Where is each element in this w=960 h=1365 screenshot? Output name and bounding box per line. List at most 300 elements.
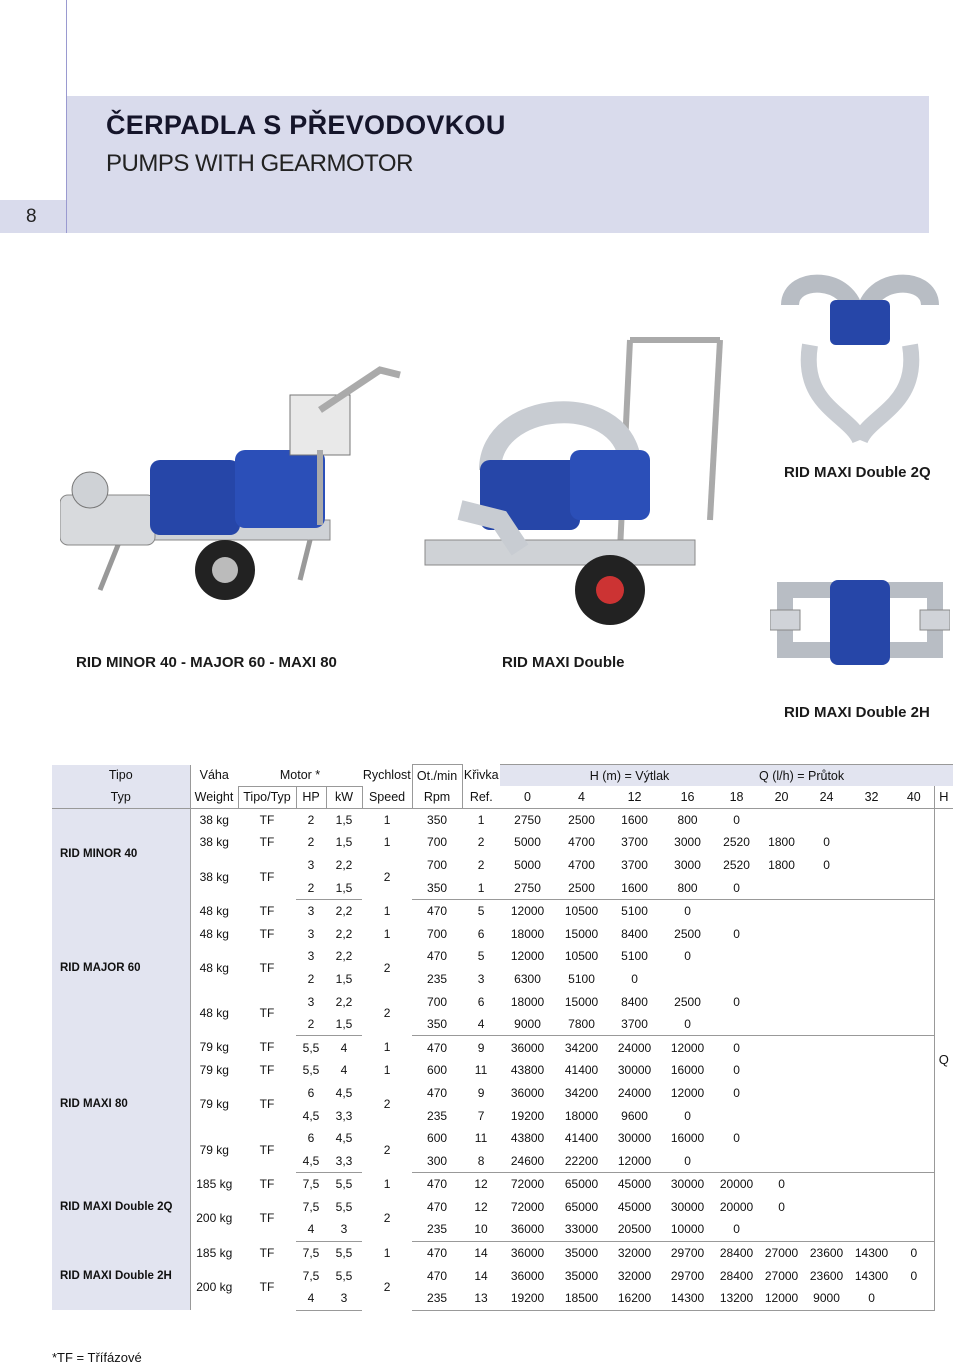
flow-cell: 41400 [564, 1063, 599, 1078]
curve-ref-cell: 11 [474, 1063, 488, 1078]
kw-cell: 2,2 [335, 949, 353, 964]
rpm-cell: 700 [427, 926, 448, 941]
flow-cell: 2500 [568, 812, 595, 827]
flow-cell: 5000 [514, 835, 541, 850]
flow-cell: 22200 [555, 1149, 608, 1172]
flow-cell [804, 899, 849, 922]
flow-cell: 28400 [719, 1246, 754, 1261]
flow-cell [759, 1036, 804, 1059]
flow-cell: 29700 [670, 1268, 705, 1283]
flow-cell: 24600 [500, 1149, 555, 1172]
flow-cell: 1800 [768, 835, 795, 850]
caption-minor-major-maxi: RID MINOR 40 - MAJOR 60 - MAXI 80 [76, 654, 337, 671]
hp-cell: 4 [296, 1218, 326, 1241]
flow-cell: 8400 [621, 926, 648, 941]
flow-cell [804, 1218, 849, 1241]
curve-ref-cell: 5 [477, 904, 485, 919]
flow-cell: 41400 [564, 1131, 599, 1146]
flow-cell: 5100 [621, 949, 648, 964]
kw-cell: 2,2 [335, 857, 353, 872]
curve-ref-cell: 1 [462, 876, 500, 899]
flow-cell: 0 [661, 1013, 714, 1036]
flow-cell: 0 [733, 812, 740, 827]
flow-cell [894, 1173, 934, 1196]
kw-cell: 2,2 [335, 904, 353, 919]
flow-cell: 1800 [768, 857, 795, 872]
flow-cell [759, 1149, 804, 1172]
flow-cell: 0 [823, 857, 830, 872]
flow-cell: 72000 [510, 1199, 545, 1214]
flow-cell: 12000 [670, 1085, 705, 1100]
flow-cell: 19200 [500, 1287, 555, 1310]
hdr-h-32: 32 [849, 786, 894, 808]
flow-cell: 16200 [608, 1287, 661, 1310]
motor-type-cell: TF [259, 835, 275, 850]
flow-cell [714, 968, 759, 991]
hdr-hp: HP [296, 786, 326, 808]
flow-cell [849, 1036, 894, 1059]
flow-cell: 10000 [661, 1218, 714, 1241]
flow-cell: 0 [778, 1177, 785, 1192]
weight-cell: 79 kg [190, 1036, 238, 1059]
kw-cell: 5,5 [335, 1246, 353, 1261]
kw-cell: 5,5 [335, 1268, 353, 1283]
flow-cell [759, 1218, 804, 1241]
flow-cell [804, 1104, 849, 1127]
hp-cell: 6 [307, 1131, 315, 1146]
curve-ref-cell: 14 [474, 1246, 488, 1261]
curve-ref-cell: 7 [477, 1108, 485, 1123]
flow-cell: 23600 [809, 1246, 844, 1261]
caption-maxi-double-2h: RID MAXI Double 2H [784, 704, 930, 721]
flow-cell [849, 922, 894, 945]
flow-cell [894, 968, 934, 991]
flow-cell: 5100 [568, 971, 595, 986]
flow-cell [894, 1218, 934, 1241]
flow-cell: 2750 [500, 876, 555, 899]
flow-cell [759, 808, 804, 831]
flow-cell: 32000 [617, 1268, 652, 1283]
kw-cell: 1,5 [326, 876, 362, 899]
weight-cell: 200 kg [190, 1264, 238, 1310]
hdr-q-prutok: Q (l/h) = Průtok [759, 765, 953, 787]
page-number-bar [0, 200, 929, 233]
curve-ref-cell: 6 [477, 994, 485, 1009]
speed-cell: 1 [383, 835, 391, 850]
flow-cell [714, 1013, 759, 1036]
flow-cell: 16000 [670, 1131, 705, 1146]
weight-cell: 48 kg [190, 945, 238, 990]
flow-cell [894, 1082, 934, 1105]
flow-cell: 14300 [854, 1246, 889, 1261]
kw-cell: 4 [340, 1063, 348, 1078]
page-title: ČERPADLA S PŘEVODOVKOU [106, 110, 506, 140]
hp-cell: 5,5 [302, 1040, 320, 1055]
flow-cell: 12000 [510, 949, 545, 964]
flow-cell: 0 [910, 1268, 918, 1283]
flow-cell [894, 1196, 934, 1219]
flow-cell: 14300 [854, 1268, 889, 1283]
weight-cell: 48 kg [190, 990, 238, 1036]
flow-cell [714, 945, 759, 968]
flow-cell [894, 876, 934, 899]
flow-cell [849, 854, 894, 877]
hp-cell: 7,5 [302, 1268, 320, 1283]
curve-ref-cell: 2 [477, 835, 485, 850]
kw-cell: 3,3 [335, 1108, 353, 1123]
flow-cell [894, 831, 934, 854]
rpm-cell: 235 [412, 1287, 462, 1310]
motor-type-cell: TF [259, 926, 275, 941]
curve-ref-cell: 4 [462, 1013, 500, 1036]
flow-cell: 30000 [617, 1063, 652, 1078]
speed-cell: 1 [383, 1177, 391, 1192]
caption-maxi-double-2q: RID MAXI Double 2Q [784, 464, 931, 481]
curve-ref-cell: 6 [477, 926, 485, 941]
flow-cell [894, 899, 934, 922]
hdr-krivka: Křivka [463, 768, 499, 783]
flow-cell: 14300 [661, 1287, 714, 1310]
hp-cell: 3 [307, 857, 315, 872]
weight-cell: 185 kg [190, 1173, 238, 1196]
hdr-h-18: 18 [714, 786, 759, 808]
hp-cell: 2 [307, 812, 315, 827]
flow-cell: 2500 [674, 994, 701, 1009]
flow-cell: 0 [849, 1287, 894, 1310]
flow-cell: 7800 [555, 1013, 608, 1036]
rpm-cell: 600 [427, 1063, 448, 1078]
hdr-motor: Motor * [279, 768, 321, 782]
flow-cell: 15000 [564, 926, 599, 941]
flow-cell: 5000 [514, 857, 541, 872]
flow-cell: 18000 [510, 994, 545, 1009]
pump-double-2q-photo [770, 265, 950, 450]
flow-cell [661, 968, 714, 991]
rpm-cell: 300 [412, 1149, 462, 1172]
flow-cell [804, 1173, 849, 1196]
flow-cell: 0 [733, 1063, 740, 1078]
flow-cell [894, 1059, 934, 1082]
flow-cell: 36000 [510, 1085, 545, 1100]
rpm-cell: 470 [427, 949, 448, 964]
flow-cell [714, 899, 759, 922]
speed-cell: 2 [383, 1006, 391, 1021]
hdr-ot-min: Ot./min [412, 765, 462, 787]
rpm-cell: 470 [427, 1040, 448, 1055]
group-name: RID MAJOR 60 [52, 899, 190, 1036]
flow-cell [849, 876, 894, 899]
kw-cell: 2,2 [335, 994, 353, 1009]
group-name: RID MINOR 40 [52, 808, 190, 899]
curve-ref-cell: 12 [474, 1177, 488, 1192]
weight-cell: 79 kg [190, 1082, 238, 1127]
flow-cell: 0 [733, 1131, 740, 1146]
flow-cell [804, 990, 849, 1013]
flow-cell: 24000 [617, 1040, 652, 1055]
speed-cell: 1 [383, 926, 391, 941]
weight-cell: 38 kg [190, 831, 238, 854]
flow-cell [849, 1013, 894, 1036]
curve-ref-cell: 12 [474, 1199, 488, 1214]
pump-maxi-double-photo [420, 320, 740, 640]
hp-cell: 2 [307, 835, 315, 850]
motor-type-cell: TF [259, 812, 275, 827]
hp-cell: 7,5 [302, 1246, 320, 1261]
flow-cell [849, 1149, 894, 1172]
rpm-cell: 470 [427, 904, 448, 919]
flow-cell [894, 1013, 934, 1036]
hp-cell: 5,5 [302, 1063, 320, 1078]
motor-type-cell: TF [259, 1211, 275, 1226]
flow-cell: 45000 [617, 1199, 652, 1214]
flow-cell [804, 945, 849, 968]
flow-cell: 800 [677, 812, 698, 827]
flow-cell [849, 831, 894, 854]
weight-cell: 200 kg [190, 1196, 238, 1242]
flow-cell: 6300 [514, 971, 541, 986]
hp-cell: 4,5 [296, 1149, 326, 1172]
flow-cell: 28400 [719, 1268, 754, 1283]
weight-cell: 38 kg [190, 808, 238, 831]
flow-cell: 18500 [555, 1287, 608, 1310]
kw-cell: 1,5 [335, 971, 353, 986]
flow-cell: 23600 [809, 1268, 844, 1283]
rpm-cell: 700 [427, 835, 448, 850]
flow-cell: 20000 [719, 1177, 754, 1192]
hdr-rpm: Rpm [412, 786, 462, 808]
flow-cell: 29700 [670, 1246, 705, 1261]
weight-cell: 48 kg [190, 899, 238, 922]
flow-cell: 18000 [510, 926, 545, 941]
flow-cell [804, 876, 849, 899]
flow-cell: 20500 [608, 1218, 661, 1241]
page-bar-divider [66, 200, 67, 233]
flow-cell: 18000 [564, 1108, 599, 1123]
flow-cell: 0 [684, 949, 691, 964]
flow-cell: 10500 [564, 904, 599, 919]
speed-cell: 2 [383, 1280, 391, 1295]
table-row [52, 1241, 953, 1264]
hdr-h-12: 12 [608, 786, 661, 808]
flow-cell [759, 922, 804, 945]
flow-cell: 27000 [764, 1268, 799, 1283]
flow-cell: 12000 [510, 904, 545, 919]
rpm-cell: 235 [427, 971, 448, 986]
motor-type-cell: TF [259, 869, 275, 884]
flow-cell: 13200 [714, 1287, 759, 1310]
hdr-vaha: Váha [190, 765, 238, 787]
flow-cell: 10500 [564, 949, 599, 964]
flow-cell [714, 1104, 759, 1127]
curve-ref-cell: 3 [477, 971, 485, 986]
flow-cell [804, 1036, 849, 1059]
rpm-cell: 600 [427, 1131, 448, 1146]
flow-cell: 0 [733, 1040, 740, 1055]
kw-cell: 4,5 [335, 1085, 353, 1100]
hdr-h-16: 16 [661, 786, 714, 808]
weight-cell: 38 kg [190, 854, 238, 900]
flow-cell [849, 1127, 894, 1150]
flow-cell: 2500 [674, 926, 701, 941]
weight-cell: 48 kg [190, 922, 238, 945]
flow-cell [894, 854, 934, 877]
rpm-cell: 700 [427, 994, 448, 1009]
flow-cell [849, 1104, 894, 1127]
flow-cell: 2750 [514, 812, 541, 827]
hp-cell: 3 [307, 904, 315, 919]
flow-cell [849, 968, 894, 991]
curve-ref-cell: 9 [477, 1040, 485, 1055]
flow-cell [759, 876, 804, 899]
motor-type-cell: TF [259, 1245, 275, 1260]
speed-cell: 1 [383, 812, 391, 827]
flow-cell [849, 1059, 894, 1082]
flow-cell: 3000 [674, 835, 701, 850]
flow-cell [849, 1218, 894, 1241]
weight-cell: 79 kg [190, 1059, 238, 1082]
hp-cell: 4 [296, 1287, 326, 1310]
flow-cell [894, 945, 934, 968]
flow-cell: 35000 [564, 1246, 599, 1261]
flow-cell: 800 [661, 876, 714, 899]
page-subtitle: PUMPS WITH GEARMOTOR [106, 150, 413, 177]
flow-cell [759, 1013, 804, 1036]
hdr-rychlost: Rychlost [362, 768, 411, 783]
flow-cell: 33000 [555, 1218, 608, 1241]
curve-ref-cell: 10 [462, 1218, 500, 1241]
hp-cell: 2 [307, 971, 315, 986]
hdr-typ: Typ [52, 786, 190, 808]
flow-cell [804, 1082, 849, 1105]
rpm-cell: 350 [412, 876, 462, 899]
hp-cell: 7,5 [302, 1199, 320, 1214]
flow-cell: 19200 [510, 1108, 545, 1123]
hdr-h-20: 20 [759, 786, 804, 808]
spec-table [52, 764, 953, 1311]
flow-cell [759, 990, 804, 1013]
table-row [52, 899, 953, 922]
flow-cell [759, 1059, 804, 1082]
kw-cell: 1,5 [335, 812, 353, 827]
motor-type-cell: TF [259, 903, 275, 918]
flow-cell [804, 1127, 849, 1150]
flow-cell: 65000 [564, 1199, 599, 1214]
flow-cell: 0 [823, 835, 830, 850]
hdr-kw: kW [326, 786, 362, 808]
hp-cell: 3 [307, 926, 315, 941]
hdr-tipo: Tipo [52, 765, 190, 787]
kw-cell: 4 [340, 1040, 348, 1055]
page-number: 8 [26, 206, 37, 227]
flow-cell [804, 1059, 849, 1082]
kw-cell: 2,2 [335, 926, 353, 941]
flow-cell [894, 1287, 934, 1310]
motor-type-cell: TF [259, 1142, 275, 1157]
flow-cell [759, 1104, 804, 1127]
flow-cell: 3000 [674, 857, 701, 872]
motor-type-cell: TF [259, 1280, 275, 1295]
hp-cell: 6 [307, 1085, 315, 1100]
flow-cell: 4700 [568, 857, 595, 872]
flow-cell: 0 [661, 1149, 714, 1172]
flow-cell: 15000 [564, 994, 599, 1009]
hp-cell: 3 [307, 994, 315, 1009]
flow-cell: 1600 [608, 876, 661, 899]
speed-cell: 2 [383, 960, 391, 975]
flow-cell [804, 808, 849, 831]
kw-cell: 5,5 [335, 1177, 353, 1192]
table-row [52, 1173, 953, 1196]
flow-cell: 43800 [510, 1131, 545, 1146]
flow-cell: 12000 [670, 1040, 705, 1055]
group-name: RID MAXI Double 2H [52, 1241, 190, 1310]
flow-cell: 0 [778, 1199, 785, 1214]
hp-cell: 3 [307, 949, 315, 964]
flow-cell: 36000 [500, 1218, 555, 1241]
rpm-cell: 350 [427, 812, 448, 827]
flow-cell: 0 [714, 1218, 759, 1241]
hdr-h-label: H [934, 786, 953, 808]
header-row-1 [52, 765, 953, 787]
curve-ref-cell: 2 [477, 857, 485, 872]
flow-cell: 45000 [617, 1177, 652, 1192]
caption-maxi-double: RID MAXI Double [502, 654, 625, 671]
hdr-tipo-typ: Tipo/Typ [238, 786, 296, 808]
flow-cell: 43800 [510, 1063, 545, 1078]
flow-cell [849, 1196, 894, 1219]
flow-cell: 0 [733, 1085, 740, 1100]
flow-cell: 72000 [510, 1177, 545, 1192]
flow-cell: 34200 [564, 1040, 599, 1055]
curve-ref-cell: 9 [477, 1085, 485, 1100]
rpm-cell: 235 [412, 1218, 462, 1241]
flow-cell [894, 1104, 934, 1127]
hdr-weight: Weight [190, 786, 238, 808]
flow-cell [804, 1196, 849, 1219]
flow-cell: 2520 [723, 835, 750, 850]
flow-cell [849, 1173, 894, 1196]
curve-ref-cell: 5 [477, 949, 485, 964]
flow-cell: 8400 [621, 994, 648, 1009]
table-row [52, 808, 953, 831]
curve-ref-cell: 14 [474, 1268, 488, 1283]
flow-cell [849, 945, 894, 968]
flow-cell: 0 [684, 1108, 691, 1123]
flow-cell: 9600 [621, 1108, 648, 1123]
header-row-2 [52, 786, 953, 808]
flow-cell: 30000 [617, 1131, 652, 1146]
flow-cell [894, 922, 934, 945]
flow-cell: 20000 [719, 1199, 754, 1214]
flow-cell: 30000 [670, 1177, 705, 1192]
flow-cell: 35000 [564, 1268, 599, 1283]
kw-cell: 5,5 [335, 1199, 353, 1214]
flow-cell: 2500 [555, 876, 608, 899]
hdr-ref: Ref. [462, 786, 500, 808]
flow-cell [894, 1127, 934, 1150]
flow-cell [894, 1036, 934, 1059]
flow-cell: 9000 [804, 1287, 849, 1310]
flow-cell: 3700 [608, 1013, 661, 1036]
flow-cell [759, 899, 804, 922]
rpm-cell: 235 [427, 1108, 448, 1123]
flow-cell [759, 1082, 804, 1105]
curve-ref-cell: 11 [474, 1131, 488, 1146]
flow-cell [849, 899, 894, 922]
hdr-h-0: 0 [500, 786, 555, 808]
flow-cell: 16000 [670, 1063, 705, 1078]
group-name: RID MAXI 80 [52, 1036, 190, 1173]
